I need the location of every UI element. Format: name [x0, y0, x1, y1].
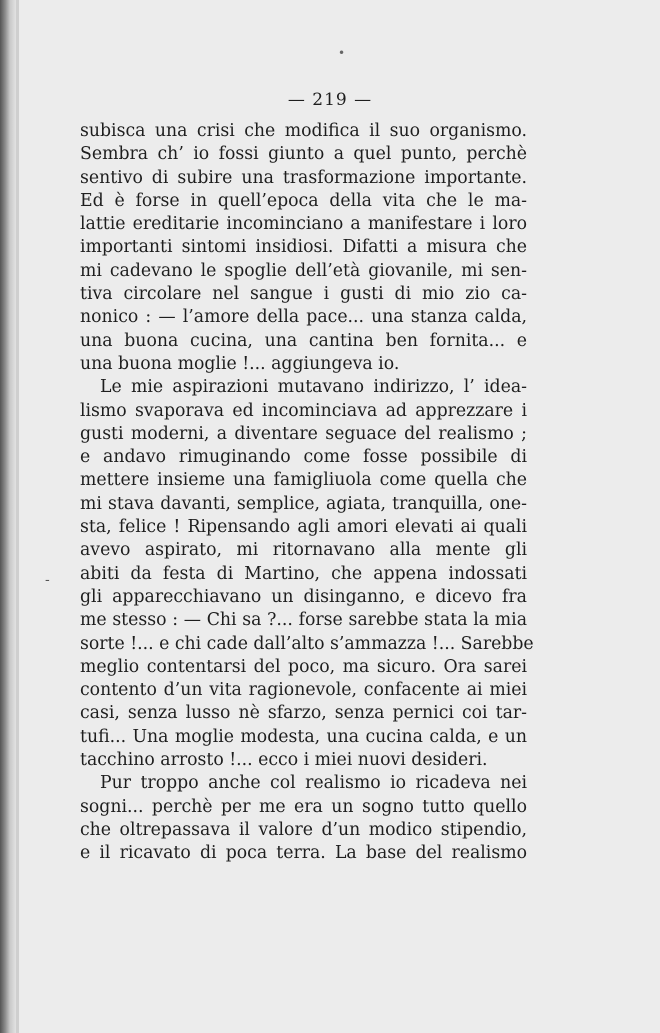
- text-line: che oltrepassava il valore d’un modico stipendio,: [80, 819, 527, 840]
- text-line: contento d’un vita ragionevole, confacente ai miei: [80, 680, 527, 701]
- text-line: sentivo di subire una trasformazione importante.: [80, 167, 527, 188]
- text-line: gli apparecchiavano un disinganno, e dicevo fra: [80, 586, 527, 607]
- text-line: gusti moderni, a diventare seguace del realismo ;: [80, 423, 527, 444]
- text-line: tufi... Una moglie modesta, una cucina calda, e un: [80, 726, 527, 747]
- text-line: me stesso : — Chi sa ?... forse sarebbe stata la mia: [80, 610, 527, 631]
- text-line: casi, senza lusso nè sfarzo, senza pernici coi tar-: [80, 703, 527, 724]
- text-line: lattie ereditarie incominciano a manifestare i loro: [80, 214, 527, 235]
- page-number: — 219 —: [287, 90, 373, 110]
- text-line: meglio contentarsi del poco, ma sicuro. Ora sarei: [80, 656, 527, 677]
- text-line: abiti da festa di Martino, che appena indossati: [80, 563, 527, 584]
- text-line: avevo aspirato, mi ritornavano alla mente gli: [80, 540, 527, 561]
- text-line: subisca una crisi che modifica il suo organismo.: [80, 121, 527, 141]
- text-line: e andavo rimuginando come fosse possibile di: [80, 447, 527, 468]
- text-line: mi cadevano le spoglie dell’età giovanile, mi sen-: [80, 260, 527, 281]
- text-line: una buona cucina, una cantina ben fornita... e: [80, 330, 527, 351]
- text-line: sorte !... e chi cade dall’alto s’ammazza !... Sarebbe: [80, 633, 534, 654]
- text-line: importanti sintomi insidiosi. Difatti a misura che: [80, 237, 527, 258]
- text-line: nonico : — l’amore della pace... una stanza calda,: [80, 307, 527, 328]
- paragraph-start-line: Pur troppo anche col realismo io ricadeva nei: [100, 773, 527, 794]
- paragraph-end-line: una buona moglie !... aggiungeva io.: [80, 353, 400, 374]
- text-line: e il ricavato di poca terra. La base del realismo: [80, 843, 527, 864]
- text-line: lismo svaporava ed incominciava ad apprezzare i: [80, 400, 527, 421]
- paragraph-end-line: tacchino arrosto !... ecco i miei nuovi desideri.: [80, 750, 488, 771]
- text-line: Ed è forse in quell’epoca della vita che le ma-: [80, 190, 527, 211]
- left-margin-dash: -: [45, 572, 50, 588]
- page-body-text: [80, 120, 534, 866]
- text-line: sogni... perchè per me era un sogno tutto quello: [80, 796, 527, 817]
- page-margin-edge: [16, 0, 19, 1033]
- text-line: mettere insieme una famigliuola come quella che: [80, 470, 527, 491]
- book-spine-shadow: [0, 0, 16, 1033]
- top-dot-mark: •: [338, 46, 346, 60]
- text-line: mi stava davanti, semplice, agiata, tranquilla, one-: [80, 493, 527, 514]
- text-line: Sembra ch’ io fossi giunto a quel punto, perchè: [80, 144, 527, 165]
- text-line: tiva circolare nel sangue i gusti di mio zio ca-: [80, 284, 527, 305]
- paragraph-start-line: Le mie aspirazioni mutavano indirizzo, l’ idea-: [100, 377, 527, 398]
- text-line: sta, felice ! Ripensando agli amori elevati ai quali: [80, 517, 527, 538]
